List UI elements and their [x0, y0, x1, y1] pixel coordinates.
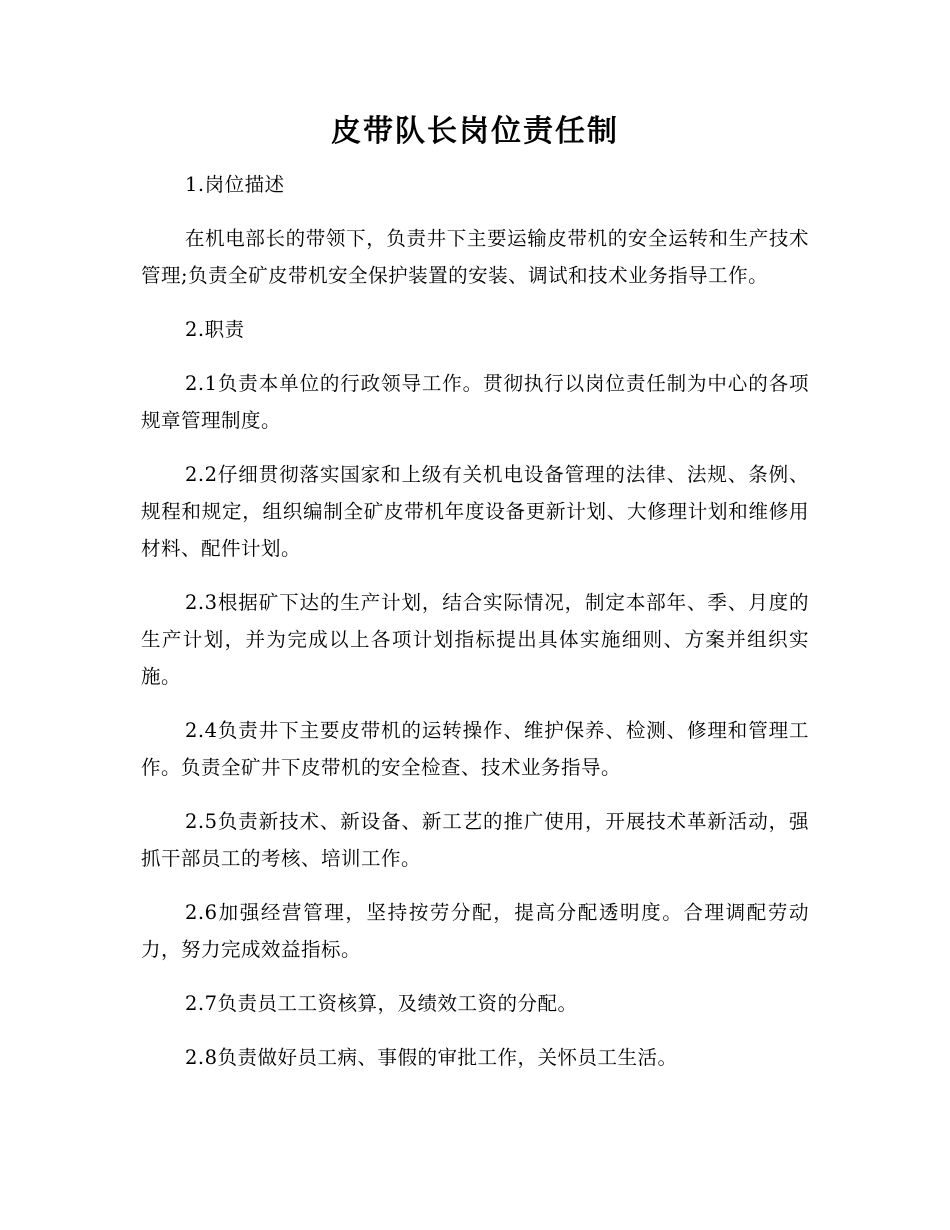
- document-body: [141, 166, 809, 1093]
- duty-item-2-4: 2.4负责井下主要皮带机的运转操作、维护保养、检测、修理和管理工作。负责全矿井下皮带机的安全检查、技术业务指导。: [141, 719, 809, 779]
- duty-item-2-3: 2.3根据矿下达的生产计划，结合实际情况，制定本部年、季、月度的生产计划，并为完成以上各项计划指标提出具体实施细则、方案并组织实施。: [141, 591, 809, 688]
- duty-item-2-1: 2.1负责本单位的行政领导工作。贯彻执行以岗位责任制为中心的各项规章管理制度。: [141, 372, 809, 432]
- duty-item-2-7: 2.7负责员工工资核算，及绩效工资的分配。: [185, 992, 578, 1015]
- duty-item-2-5: 2.5负责新技术、新设备、新工艺的推广使用，开展技术革新活动，强抓干部员工的考核、培训工作。: [141, 810, 809, 870]
- document-title: 皮带队长岗位责任制: [331, 114, 619, 149]
- paragraph-description: 在机电部长的带领下，负责井下主要运输皮带机的安全运转和生产技术管理;负责全矿皮带机安全保护装置的安装、调试和技术业务指导工作。: [141, 227, 809, 287]
- duty-item-2-6: 2.6加强经营管理，坚持按劳分配，提高分配透明度。合理调配劳动力，努力完成效益指标。: [141, 901, 809, 961]
- section-heading-description: 1.岗位描述: [185, 173, 285, 196]
- duty-item-2-8: 2.8负责做好员工病、事假的审批工作，关怀员工生活。: [185, 1046, 678, 1069]
- section-heading-duties: 2.职责: [185, 318, 245, 341]
- duty-item-2-2: 2.2仔细贯彻落实国家和上级有关机电设备管理的法律、法规、条例、规程和规定，组织编制全矿皮带机年度设备更新计划、大修理计划和维修用材料、配件计划。: [141, 463, 809, 560]
